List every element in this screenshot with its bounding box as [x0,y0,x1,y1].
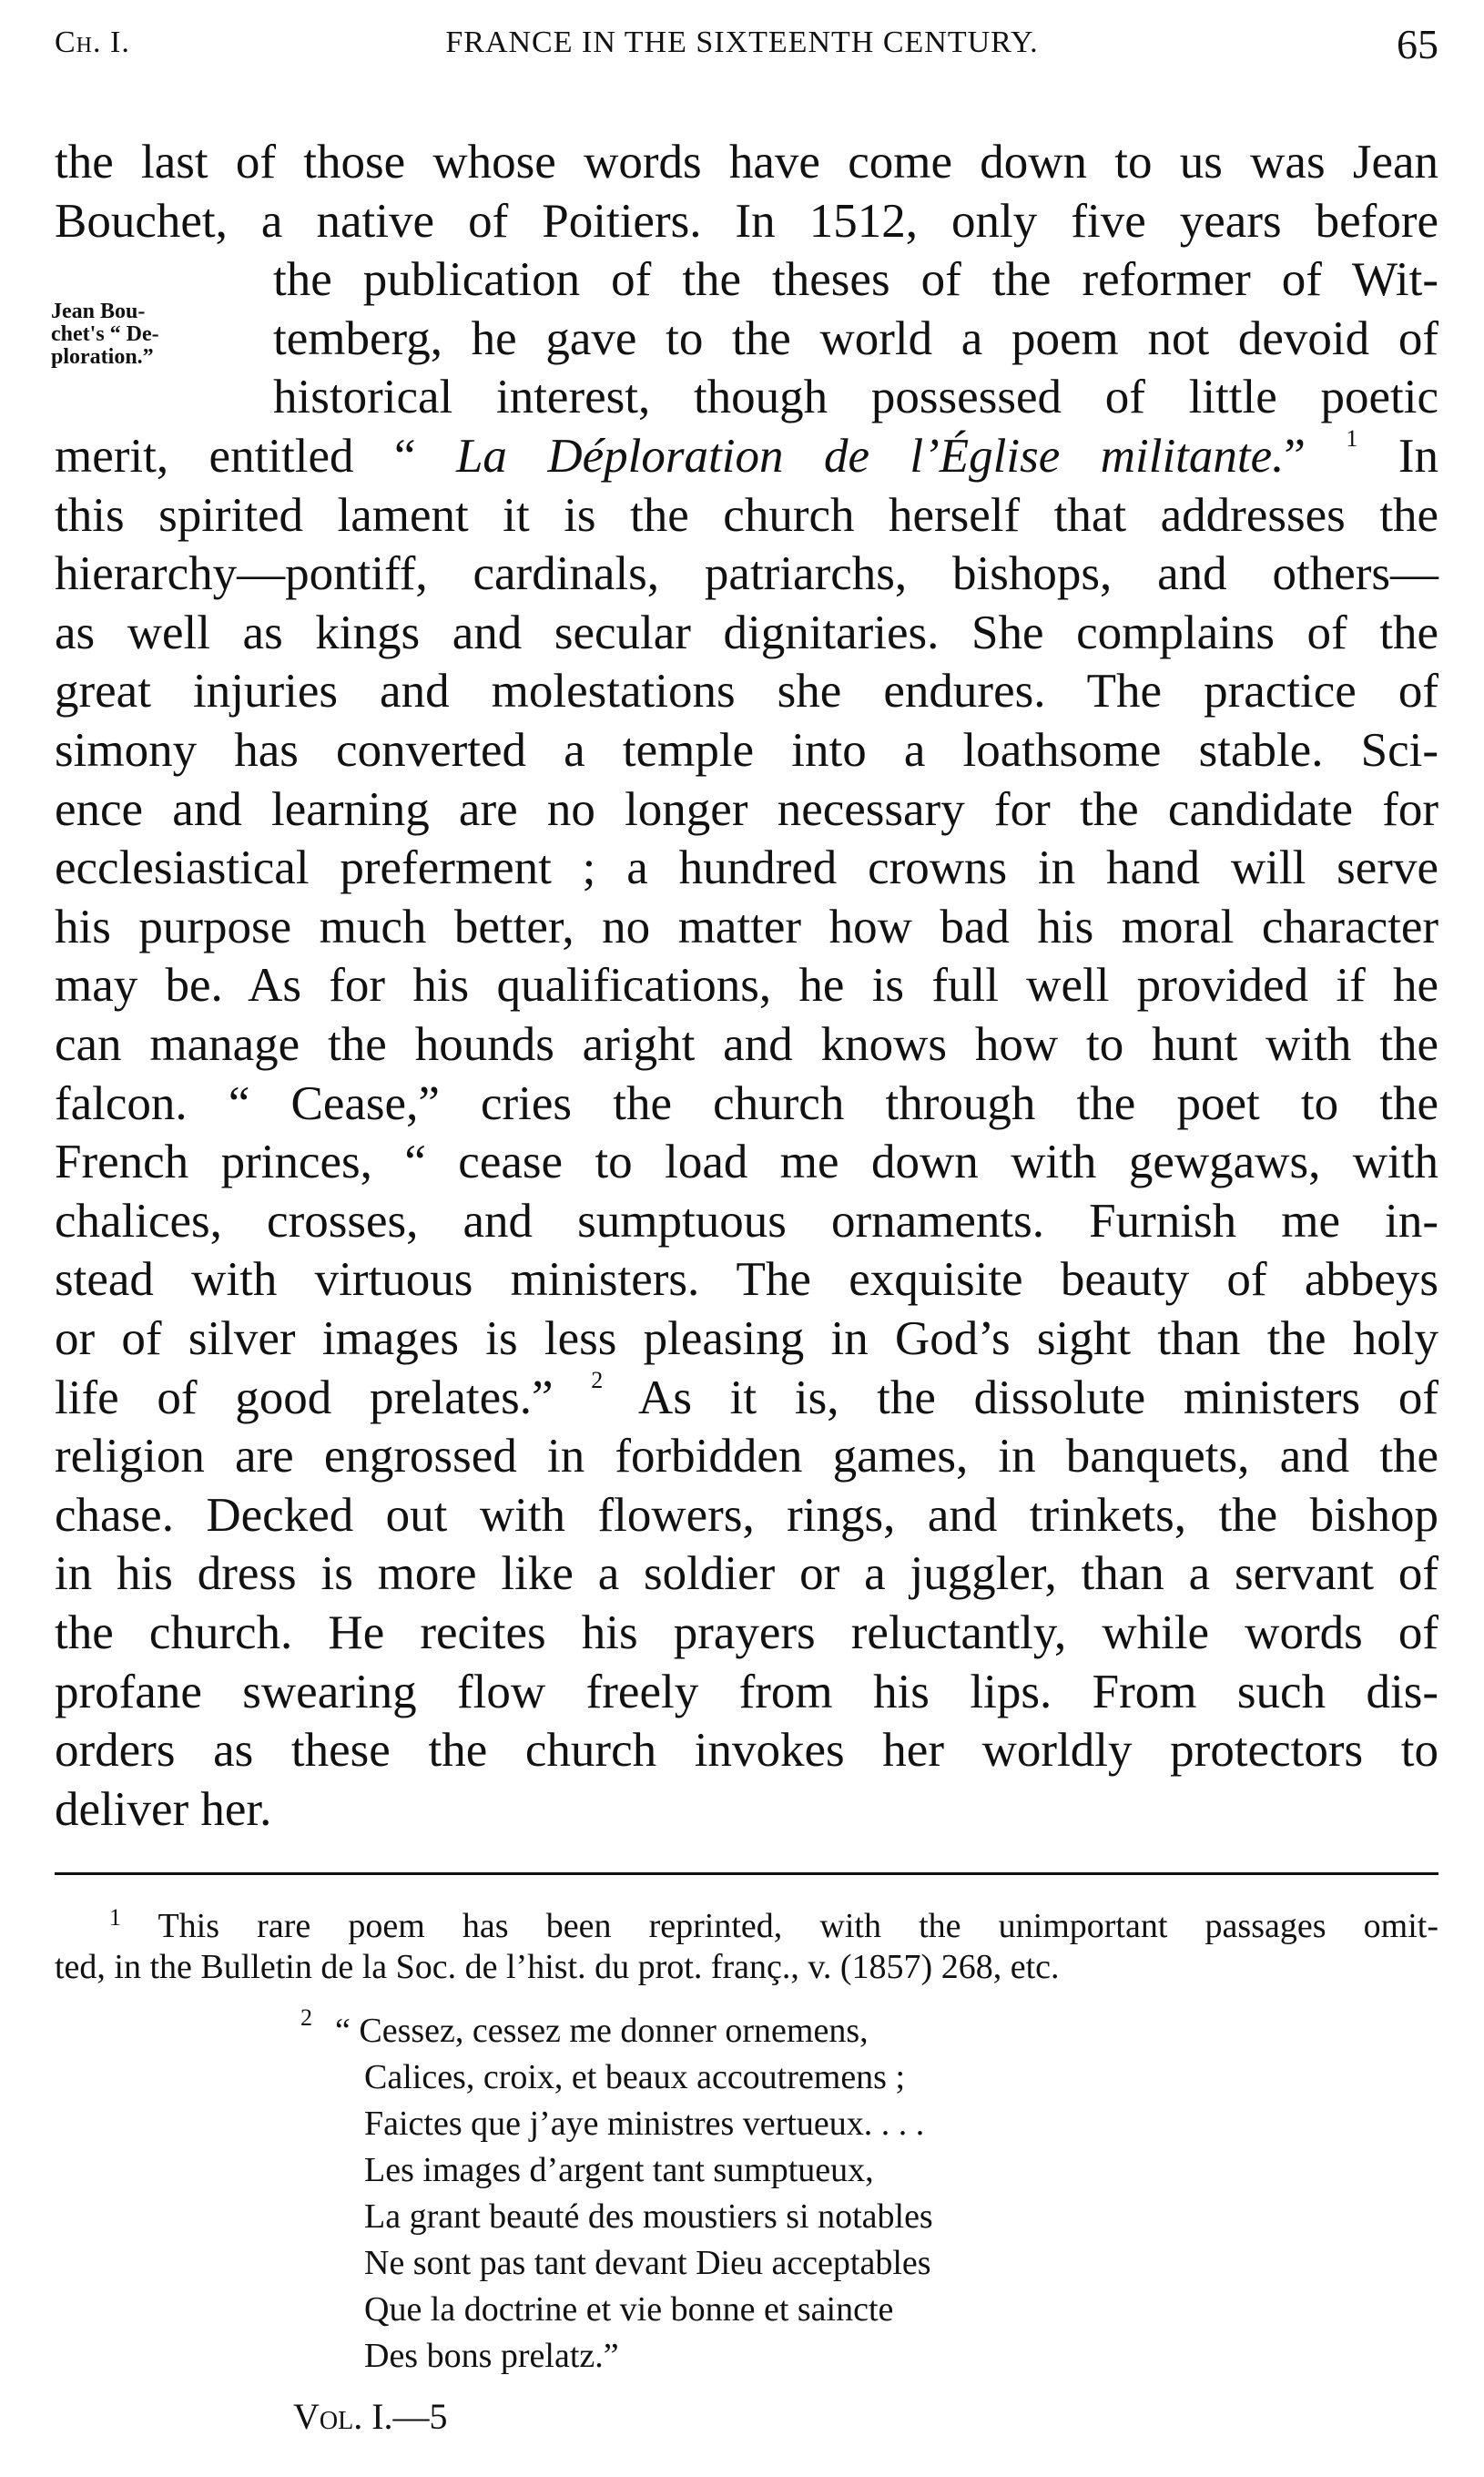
poem-line: Ne sont pas tant devant Dieu acceptables [364,2244,931,2282]
body-line [55,133,1438,191]
body-line [55,898,1438,956]
body-line [55,662,1438,720]
margin-note-line: chet's “ De- [51,322,159,346]
line-text: the last of those whose words have come down to us was Jean [55,136,1438,189]
line-text: the publication of the theses of the reformer of Wit- [273,253,1438,307]
body-line [55,486,1438,545]
body-line [55,604,1438,662]
footnote-text: This rare poem has been reprinted, with the unimportant passages omit- [158,1907,1438,1945]
poem-line: La grant beauté des moustiers si notables [364,2197,933,2236]
body-line [55,1780,1438,1839]
line-text: religion are engrossed in forbidden games, in banquets, and the [55,1430,1438,1483]
body-line [55,780,1438,839]
body-line [55,839,1438,897]
body-line [55,192,1438,250]
page-number: 65 [1397,21,1438,67]
signature-mark: Vol. I.—5 [293,2396,448,2437]
footnote-ref: 2 [591,1366,604,1393]
body-line [55,956,1438,1014]
poem-line: Les images d’argent tant sumptueux, [364,2151,874,2189]
body-line [55,1133,1438,1191]
body-line [273,368,1438,426]
line-text: chase. Decked out with flowers, rings, and trinkets, the bishop [55,1488,1438,1542]
line-text: or of silver images is less pleasing in God’s sight than the holy [55,1312,1438,1365]
line-text: as well as kings and secular dignitaries. She complains of the [55,606,1438,659]
poem-line: “ Cessez, cessez me donner ornemens, [335,2012,869,2050]
footnote-1-line-2: ted, in the Bulletin de la Soc. de l’hist. du prot. franç., v. (1857) 268, etc. [55,1948,1060,1986]
body-line [55,1192,1438,1250]
line-text: profane swearing flow freely from his lips. From such dis- [55,1665,1438,1718]
poem-line: Que la doctrine et vie bonne et saincte [364,2290,894,2329]
line-text: simony has converted a temple into a loathsome stable. Sci- [55,724,1438,777]
margin-note-line: Jean Bou- [51,300,146,323]
line-text: French princes, “ cease to load me down with gewgaws, with [55,1136,1438,1189]
poem-line: Faictes que j’aye ministres vertueux. . . . [364,2105,925,2143]
line-text: chalices, crosses, and sumptuous ornaments. Furnish me in- [55,1194,1438,1248]
line-text: merit, entitled “ [55,430,456,483]
line-text: may be. As for his qualifications, he is full well provided if he [55,959,1438,1013]
running-head-title: FRANCE IN THE SIXTEENTH CENTURY. [445,25,1039,59]
line-text: ecclesiastical preferment ; a hundred crowns in hand will serve [55,841,1438,895]
line-text: can manage the hounds aright and knows how to hunt with the [55,1018,1438,1071]
body-line [55,1310,1438,1368]
body-line [55,1604,1438,1662]
body-line [273,250,1438,309]
line-text: orders as these the church invokes her worldly protectors to [55,1724,1438,1778]
body-line [55,721,1438,780]
body-line [55,1250,1438,1309]
line-text: in his dress is more like a soldier or a juggler, than a servant of [55,1547,1438,1601]
line-text: As it is, the dissolute ministers of [603,1371,1439,1424]
line-text: hierarchy—pontiff, cardinals, patriarchs, bishops, and others— [55,547,1438,601]
line-text: falcon. “ Cease,” cries the church through the poet to the [55,1076,1438,1130]
body-line [55,1366,1439,1427]
footnote-divider [55,1872,1438,1875]
margin-note [51,301,159,369]
line-text: deliver her. [55,1782,272,1836]
body-line [55,545,1438,603]
body-line [55,1075,1438,1133]
footnote-ref: 1 [1346,425,1358,452]
body-line [55,1486,1438,1544]
footnote-mark: 1 [109,1904,121,1931]
poem-line: Calices, croix, et beaux accoutremens ; [364,2058,906,2096]
line-text: ence and learning are no longer necessary for the candidate for [55,782,1438,836]
body-line [273,310,1438,368]
running-head-chapter: Ch. I. [55,25,130,59]
line-text: temberg, he gave to the world a poem not devoid of [273,311,1438,365]
line-text: the church. He recites his prayers reluctantly, while words of [55,1606,1438,1659]
line-text: great injuries and molestations she endures. The practice of [55,665,1438,719]
footnote-1-line-1 [109,1906,1438,1946]
footnote-2-mark [300,2006,312,2046]
body-line [55,1015,1438,1074]
poem-line: Des bons prelatz.” [364,2337,619,2375]
line-text: ” [1284,430,1347,483]
line-text: life of good prelates.” [55,1371,592,1424]
line-text: historical interest, though possessed of little poetic [273,371,1438,424]
body-line [55,1427,1438,1485]
body-line [55,1721,1438,1779]
italic-title: La Déploration de l’Église militante. [455,430,1285,483]
line-text: stead with virtuous ministers. The exquisite beauty of abbeys [55,1253,1438,1307]
line-text: this spirited lament it is the church herself that addresses the [55,488,1438,542]
line-text: Bouchet, a native of Poitiers. In 1512, only five years before [55,194,1438,248]
body-line [55,1663,1438,1721]
body-line [55,1544,1438,1603]
footnote-mark: 2 [300,2004,312,2031]
margin-note-line: ploration.” [51,345,154,369]
body-line [55,427,1438,485]
line-text: his purpose much better, no matter how bad his moral character [55,900,1438,953]
line-text: In [1357,430,1438,483]
